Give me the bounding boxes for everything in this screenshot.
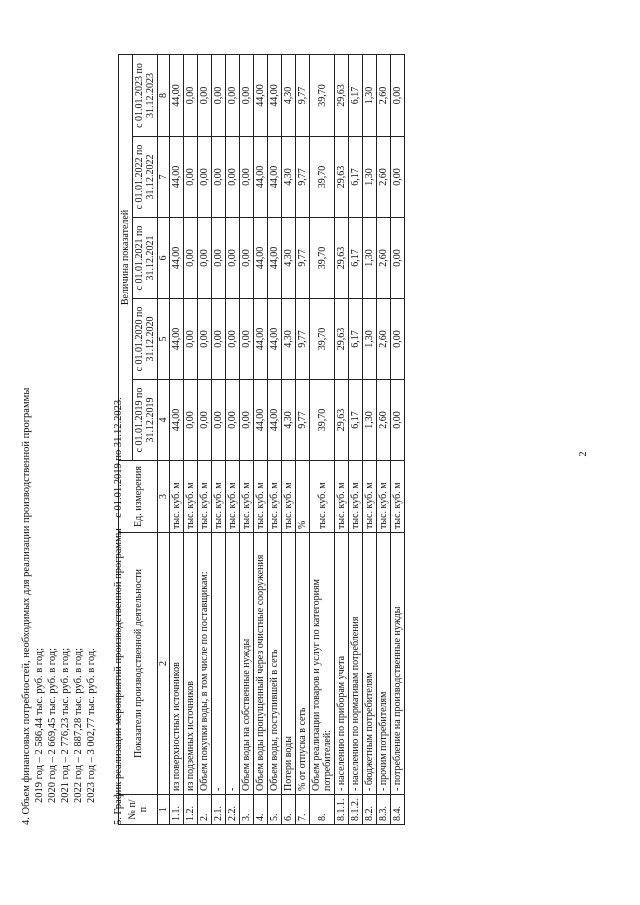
row-value: 0,00 (240, 55, 254, 137)
table-row (268, 55, 282, 825)
header-indicator: Показатели производственной деятельности (119, 533, 158, 795)
table-row (240, 55, 254, 825)
row-value: 44,00 (254, 137, 268, 218)
header-unit: Ед. измерения (119, 461, 158, 533)
column-number: 7 (158, 137, 170, 218)
row-name: Объем воды пропущенный через очистные сооружения (254, 533, 268, 795)
row-value: 1,30 (363, 380, 377, 461)
row-name: - (212, 533, 226, 795)
row-value: 29,63 (335, 55, 349, 137)
row-num: 8.3. (377, 795, 391, 825)
row-value: 44,00 (254, 380, 268, 461)
row-value: 9,77 (296, 55, 310, 137)
row-unit: тыс. куб. м (391, 461, 405, 533)
table-row (170, 55, 184, 825)
header-num: № п/п (119, 795, 158, 825)
row-unit: тыс. куб. м (198, 461, 212, 533)
table-body (170, 55, 405, 825)
row-value: 2,60 (377, 380, 391, 461)
row-unit: тыс. куб. м (226, 461, 240, 533)
header-period: с 01.01.2022 по 31.12.2022 (133, 137, 158, 218)
note-4-line: 2020 год – 2 669,45 тыс. руб. в год; (47, 647, 58, 803)
row-value: 0,00 (240, 137, 254, 218)
row-value: 0,00 (198, 218, 212, 299)
header-values-group: Величина показателей (119, 55, 133, 461)
row-name: Объем воды, поступившей в сеть (268, 533, 282, 795)
row-value: 2,60 (377, 218, 391, 299)
row-num: 1.2. (184, 795, 198, 825)
table-row (335, 55, 349, 825)
row-unit: тыс. куб. м (212, 461, 226, 533)
row-value: 0,00 (212, 137, 226, 218)
row-value: 44,00 (254, 218, 268, 299)
row-num: 2.1. (212, 795, 226, 825)
row-num: 3. (240, 795, 254, 825)
row-name: - потребление на производственные нужды (391, 533, 405, 795)
row-value: 1,30 (363, 137, 377, 218)
row-num: 2. (198, 795, 212, 825)
row-value: 9,77 (296, 299, 310, 380)
row-value: 4,30 (282, 299, 296, 380)
row-value: 44,00 (170, 299, 184, 380)
row-name: - (226, 533, 240, 795)
row-value: 0,00 (391, 55, 405, 137)
row-unit: тыс. куб. м (377, 461, 391, 533)
row-unit: тыс. куб. м (170, 461, 184, 533)
row-value: 0,00 (212, 55, 226, 137)
column-number: 5 (158, 299, 170, 380)
row-value: 0,00 (240, 380, 254, 461)
row-value: 4,30 (282, 137, 296, 218)
row-name: - населению по нормативам потребления (349, 533, 363, 795)
row-value: 9,77 (296, 218, 310, 299)
row-num: 7. (296, 795, 310, 825)
row-name: - бюджетным потребителям (363, 533, 377, 795)
row-value: 39,70 (310, 55, 335, 137)
row-value: 2,60 (377, 137, 391, 218)
table-row (296, 55, 310, 825)
note-4-line: 2022 год – 2 887,28 тыс. руб. в год; (73, 647, 84, 803)
row-num: 8.2. (363, 795, 377, 825)
row-value: 0,00 (198, 137, 212, 218)
row-unit: тыс. куб. м (184, 461, 198, 533)
row-value: 44,00 (268, 137, 282, 218)
note-4-line: 2023 год – 3 002,77 тыс. руб. в год. (86, 648, 97, 803)
notes-section (20, 55, 125, 825)
column-number: 1 (158, 795, 170, 825)
row-value: 9,77 (296, 137, 310, 218)
row-value: 0,00 (226, 137, 240, 218)
row-value: 39,70 (310, 137, 335, 218)
row-unit: тыс. куб. м (282, 461, 296, 533)
row-name: Объем реализации товаров и услуг по категориям потребителей: (310, 533, 335, 795)
row-value: 4,30 (282, 55, 296, 137)
note-4-line: 2019 год – 2 586,44 тыс. руб. в год; (34, 647, 45, 803)
row-num: 5. (268, 795, 282, 825)
row-value: 0,00 (198, 299, 212, 380)
row-value: 6,17 (349, 55, 363, 137)
row-value: 44,00 (268, 55, 282, 137)
row-value: 0,00 (391, 380, 405, 461)
row-value: 0,00 (198, 380, 212, 461)
row-num: 6. (282, 795, 296, 825)
table-row (212, 55, 226, 825)
row-name: Объем покупки воды, в том числе по поставщикам: (198, 533, 212, 795)
row-value: 44,00 (268, 380, 282, 461)
row-value: 0,00 (240, 218, 254, 299)
row-value: 0,00 (198, 55, 212, 137)
table-row (377, 55, 391, 825)
row-value: 1,30 (363, 55, 377, 137)
row-value: 6,17 (349, 137, 363, 218)
row-value: 0,00 (391, 299, 405, 380)
column-number: 3 (158, 461, 170, 533)
row-value: 0,00 (212, 218, 226, 299)
indicators-table (118, 54, 405, 825)
table-row (184, 55, 198, 825)
row-unit: тыс. куб. м (335, 461, 349, 533)
row-name: % от отпуска в сеть (296, 533, 310, 795)
header-period: с 01.01.2019 по 31.12.2019 (133, 380, 158, 461)
table-row (310, 55, 335, 825)
row-num: 1.1. (170, 795, 184, 825)
row-unit: % (296, 461, 310, 533)
table-row (349, 55, 363, 825)
row-value: 44,00 (170, 137, 184, 218)
row-value: 39,70 (310, 299, 335, 380)
row-value: 1,30 (363, 299, 377, 380)
table-row (226, 55, 240, 825)
page-number: 2 (578, 451, 589, 457)
row-value: 44,00 (268, 218, 282, 299)
row-value: 39,70 (310, 380, 335, 461)
header-period: с 01.01.2020 по 31.12.2020 (133, 299, 158, 380)
row-value: 0,00 (184, 55, 198, 137)
row-value: 4,30 (282, 218, 296, 299)
table-row (391, 55, 405, 825)
row-name: - населению по приборам учета (335, 533, 349, 795)
row-value: 0,00 (226, 380, 240, 461)
row-value: 0,00 (212, 299, 226, 380)
table-row (254, 55, 268, 825)
row-value: 0,00 (226, 299, 240, 380)
row-unit: тыс. куб. м (310, 461, 335, 533)
row-value: 0,00 (184, 299, 198, 380)
row-name: Потери воды (282, 533, 296, 795)
header-period: с 01.01.2021 по 31.12.2021 (133, 218, 158, 299)
header-period: с 01.01.2023 по 31.12.2023 (133, 55, 158, 137)
row-value: 6,17 (349, 380, 363, 461)
row-value: 0,00 (184, 218, 198, 299)
row-value: 6,17 (349, 218, 363, 299)
row-value: 44,00 (268, 299, 282, 380)
row-value: 44,00 (254, 299, 268, 380)
row-num: 8.4. (391, 795, 405, 825)
row-unit: тыс. куб. м (363, 461, 377, 533)
row-value: 0,00 (226, 218, 240, 299)
row-unit: тыс. куб. м (268, 461, 282, 533)
row-num: 8.1.1. (335, 795, 349, 825)
row-value: 6,17 (349, 299, 363, 380)
row-unit: тыс. куб. м (240, 461, 254, 533)
row-unit: тыс. куб. м (349, 461, 363, 533)
note-4-line: 2021 год – 2 776,23 тыс. руб. в год; (60, 647, 71, 803)
row-value: 0,00 (226, 55, 240, 137)
table-row (198, 55, 212, 825)
row-name: из подземных источников (184, 533, 198, 795)
row-value: 0,00 (240, 299, 254, 380)
column-number: 8 (158, 55, 170, 137)
row-value: 39,70 (310, 218, 335, 299)
row-value: 29,63 (335, 380, 349, 461)
row-num: 8. (310, 795, 335, 825)
row-name: из поверхностных источников (170, 533, 184, 795)
row-value: 44,00 (170, 218, 184, 299)
column-number: 2 (158, 533, 170, 795)
row-value: 4,30 (282, 380, 296, 461)
row-value: 29,63 (335, 218, 349, 299)
row-value: 1,30 (363, 218, 377, 299)
row-unit: тыс. куб. м (254, 461, 268, 533)
row-name: Объем воды на собственные нужды (240, 533, 254, 795)
row-name: - прочим потребителям (377, 533, 391, 795)
row-value: 0,00 (212, 380, 226, 461)
row-value: 29,63 (335, 137, 349, 218)
row-value: 0,00 (184, 380, 198, 461)
row-value: 9,77 (296, 380, 310, 461)
row-num: 8.1.2. (349, 795, 363, 825)
row-value: 29,63 (335, 299, 349, 380)
table-row (282, 55, 296, 825)
row-value: 44,00 (254, 55, 268, 137)
row-value: 0,00 (391, 137, 405, 218)
note-4-title: 4. Объем финансовых потребностей, необходимых для реализации производственной программы (21, 387, 32, 825)
table-row (363, 55, 377, 825)
column-number: 4 (158, 380, 170, 461)
note-5: 5. График реализации мероприятий производственной программы – с 01.01.2019 по 31.12.2023. (113, 397, 124, 825)
row-num: 4. (254, 795, 268, 825)
row-value: 2,60 (377, 299, 391, 380)
row-value: 0,00 (391, 218, 405, 299)
row-value: 2,60 (377, 55, 391, 137)
row-value: 44,00 (170, 380, 184, 461)
row-value: 44,00 (170, 55, 184, 137)
row-value: 0,00 (184, 137, 198, 218)
row-num: 2.2. (226, 795, 240, 825)
column-number: 6 (158, 218, 170, 299)
